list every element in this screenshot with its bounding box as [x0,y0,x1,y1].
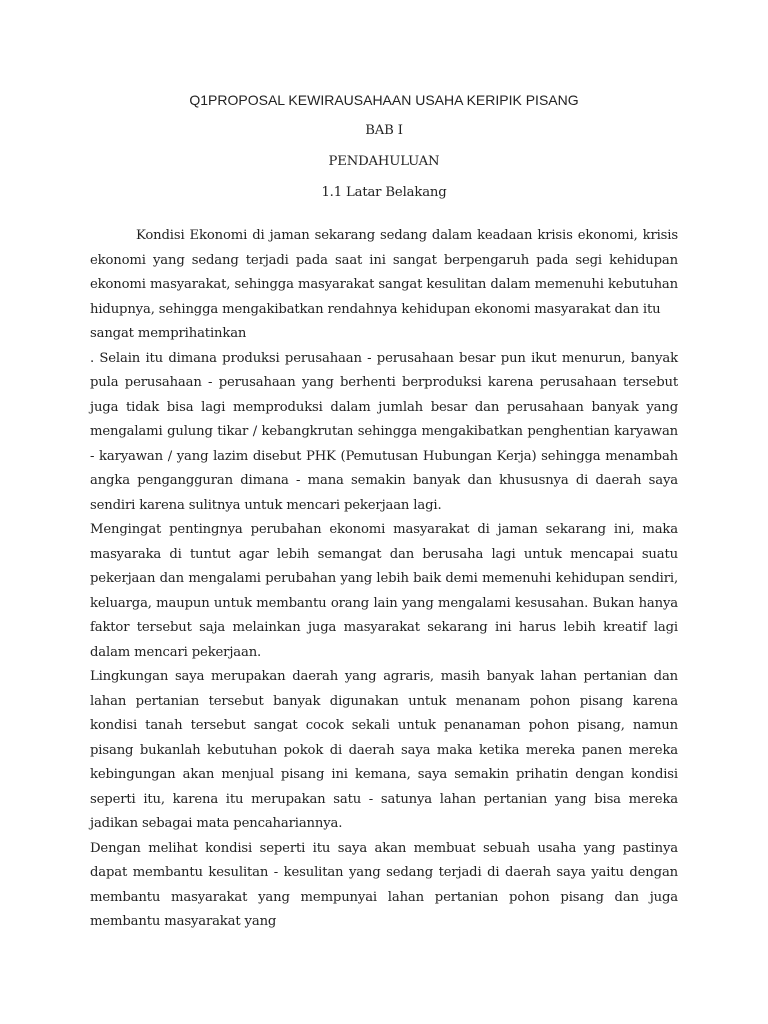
paragraph-rencana-usaha: Dengan melihat kondisi seperti itu saya akan membuat sebuah usaha yang pastinya dapat membantu kesulitan - kesulitan yang sedang terjadi di daerah saya yaitu dengan membantu masyarakat yang mempunyai lahan pertanian pohon pisang dan juga membantu masyarakat yang [90,840,678,929]
section-heading: 1.1 Latar Belakang [321,185,447,200]
document-body [90,88,678,935]
paragraph-lingkungan-agraris: Lingkungan saya merupakan daerah yang agraris, masih banyak lahan pertanian dan lahan pertanian tersebut banyak digunakan untuk menanam pohon pisang karena kondisi tanah tersebut sangat cocok sekali untuk penanaman pohon pisang, namun pisang bukanlah kebutuhan pokok di daerah saya maka ketika mereka panen mereka kebingungan akan menjual pisang ini kemana, saya semakin prihatin dengan kondisi seperti itu, karena itu merupakan satu - satunya lahan pertanian yang bisa mereka jadikan sebagai mata pencahariannya. [90,669,678,831]
paragraph-kondisi-ekonomi: Kondisi Ekonomi di jaman sekarang sedang dalam keadaan krisis ekonomi, krisis ekonomi yang sedang terjadi pada saat ini sangat berpengaruh pada segi kehidupan ekonomi masyarakat, sehingga masyarakat sangat kesulitan dalam memenuhi kebutuhan hidupnya, sehingga mengakibatkan rendahnya kehidupan ekonomi masyarakat dan itu [90,228,678,317]
chapter-title: PENDAHULUAN [328,154,440,169]
document-title: Q1PROPOSAL KEWIRAUSAHAAN USAHA KERIPIK PISANG [189,92,579,108]
paragraph-perubahan-ekonomi: Mengingat pentingnya perubahan ekonomi masyarakat di jaman sekarang ini, maka masyaraka di tuntut agar lebih semangat dan berusaha lagi untuk mencapai suatu pekerjaan dan mengalami perubahan yang lebih baik demi memenuhi kehidupan sendiri, keluarga, maupun untuk membantu orang lain yang mengalami kesusahan. Bukan hanya faktor tersebut saja melainkan juga masyarakat sekarang ini harus lebih kreatif lagi dalam mencari pekerjaan. [90,522,678,660]
chapter-number: BAB I [365,123,403,138]
paragraph-continuation: sangat memprihatinkan [90,326,247,341]
paragraph-produksi-perusahaan: . Selain itu dimana produksi perusahaan - perusahaan besar pun ikut menurun, banyak pula perusahaan - perusahaan yang berhenti berproduksi karena perusahaan tersebut juga tidak bisa lagi memproduksi dalam jumlah besar dan perusahaan banyak yang mengalami gulung tikar / kebangkrutan sehingga mengakibatkan penghentian karyawan - karyawan / yang lazim disebut PHK (Pemutusan Hubungan Kerja) sehingga menambah angka pengangguran dimana - mana semakin banyak dan khususnya di daerah saya sendiri karena sulitnya untuk mencari pekerjaan lagi. [90,350,678,513]
